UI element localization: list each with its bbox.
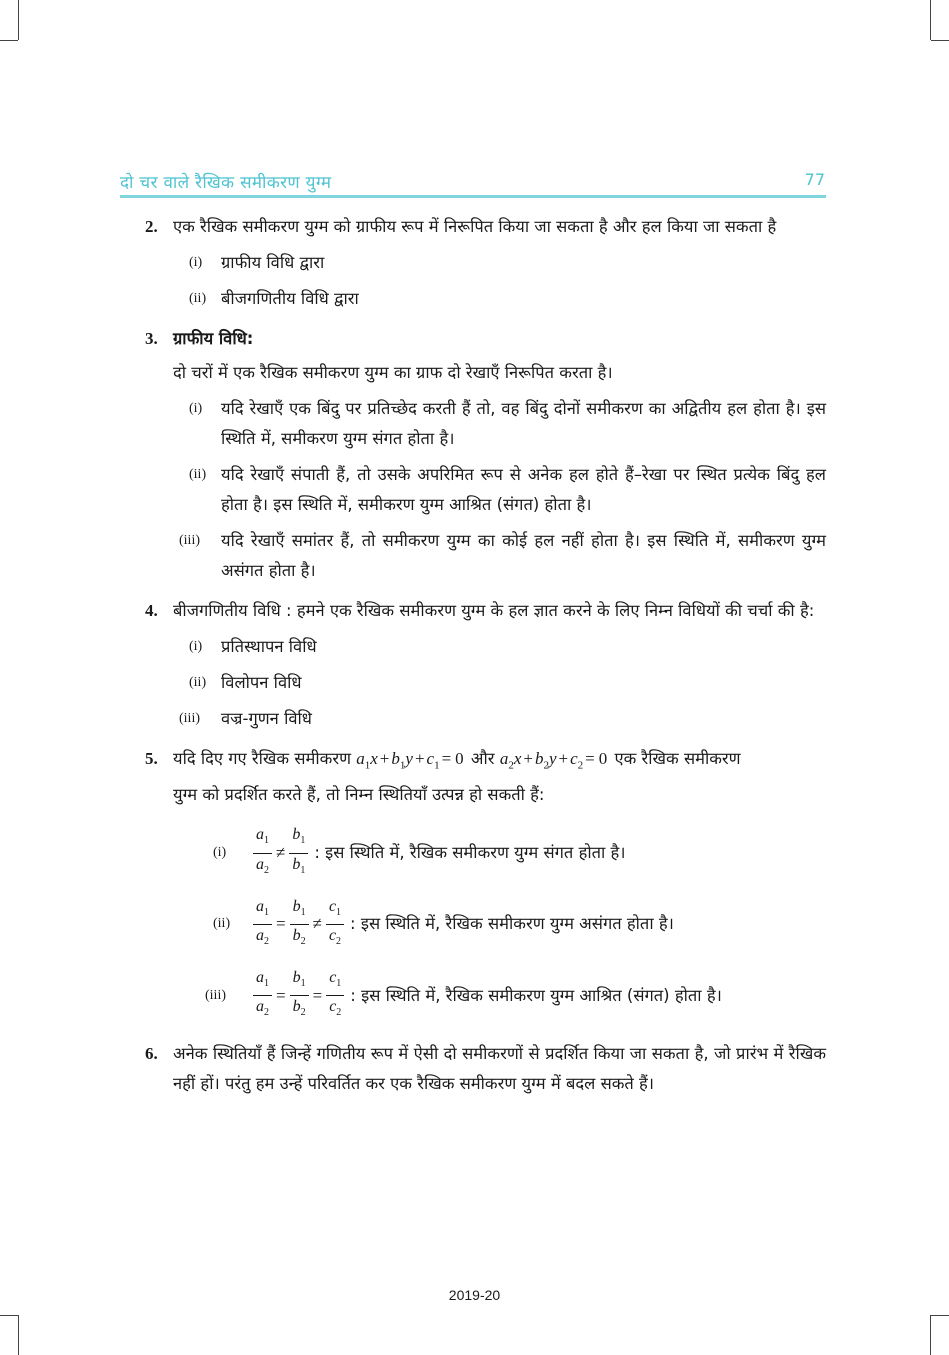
running-header-title: दो चर वाले रैखिक समीकरण युग्म [120, 173, 332, 193]
item-text: अनेक स्थितियाँ हैं जिन्हें गणितीय रूप में ऐसी दो समीकरणों से प्रदर्शित किया जा सकता है, जो प्रारंभ में रैखिक नहीं हों। परंतु हम उन्हें परिवर्तित कर एक रैखिक समीकरण युग्म में बदल सकते हैं। [173, 1043, 826, 1093]
equal-sign: = [312, 985, 323, 1005]
list-item-6 [145, 1039, 826, 1099]
fraction-a1-a2: $\frac{a_1}{a_2}$ [253, 824, 272, 881]
fraction-c1-c2: $\frac{c_1}{c_2}$ [326, 967, 344, 1024]
crop-mark [0, 1315, 18, 1316]
equal-sign: = [276, 914, 286, 934]
item-intro: दो चरों में एक रैखिक समीकरण युग्म का ग्राफ दो रेखाएँ निरूपित करता है। [173, 363, 613, 382]
fraction-a1-a2: $\frac{a_1}{a_2}$ [253, 896, 272, 953]
page-content [145, 212, 826, 1109]
sub-item-label: (i) [189, 639, 203, 654]
condition-text: : इस स्थिति में, रैखिक समीकरण युग्म असंगत होता है। [350, 914, 674, 934]
fraction-c1-c2: $\frac{c_1}{c_2}$ [326, 896, 344, 953]
sub-item-label: (ii) [189, 291, 207, 306]
crop-mark [18, 0, 19, 40]
list-item-4 [145, 596, 826, 734]
item-title: ग्राफीय विधि: [173, 329, 254, 348]
sub-item [173, 284, 826, 314]
header-rule [120, 195, 826, 198]
sub-item-label: (i) [189, 255, 203, 270]
crop-mark [931, 1315, 949, 1316]
sub-item [173, 248, 826, 278]
item-number: 2. [145, 217, 158, 236]
sub-item-text: ग्राफीय विधि द्वारा [221, 253, 325, 272]
condition-label: (ii) [213, 916, 231, 932]
condition-text: : इस स्थिति में, रैखिक समीकरण युग्म आश्रित (संगत) होता है। [350, 985, 722, 1005]
sub-item-text: वज्र-गुणन विधि [221, 709, 312, 728]
crop-mark [930, 0, 931, 40]
list-item-3 [145, 324, 826, 586]
item-text-and: और [470, 749, 495, 768]
sub-item-label: (iii) [179, 711, 200, 726]
equal-sign: = [276, 985, 286, 1005]
item-text [173, 744, 826, 780]
condition [173, 896, 826, 953]
crop-mark [930, 1315, 931, 1355]
fraction-b1-b2: $\frac{b_1}{b_2}$ [290, 896, 309, 953]
item-text: एक रैखिक समीकरण युग्म को ग्राफीय रूप में निरूपित किया जा सकता है और हल किया जा सकता है [173, 217, 777, 236]
sub-item [173, 668, 826, 698]
sub-item-text: विलोपन विधि [221, 673, 302, 692]
sub-item [173, 632, 826, 662]
equation-2: $a_2x + b_2y + c_2 = 0$ [499, 749, 608, 772]
fraction-b1-b1: $\frac{b_1}{b_1}$ [289, 824, 308, 881]
sub-item [173, 526, 826, 586]
sub-item-text: प्रतिस्थापन विधि [221, 637, 317, 656]
item-text-line2: युग्म को प्रदर्शित करते हैं, तो निम्न स्थितियाँ उत्पन्न हो सकती हैं: [173, 785, 545, 805]
sub-item-label: (ii) [189, 675, 207, 690]
crop-mark [0, 40, 18, 41]
item-text: बीजगणितीय विधि : हमने एक रैखिक समीकरण युग्म के हल ज्ञात करने के लिए निम्न विधियों की चर्चा की है: [173, 601, 815, 620]
sub-item-text: यदि रेखाएँ संपाती हैं, तो उसके अपरिमित रूप से अनेक हल होते हैं–रेखा पर स्थित प्रत्येक बिंदु हल होता है। इस स्थिति में, समीकरण युग्म आश्रित (संगत) होता है। [221, 465, 826, 514]
not-equal-sign: ≠ [276, 843, 286, 863]
fraction-a1-a2: $\frac{a_1}{a_2}$ [253, 967, 272, 1024]
sub-item-text: बीजगणितीय विधि द्वारा [221, 289, 359, 308]
item-number: 5. [145, 749, 158, 768]
item-number: 3. [145, 329, 158, 348]
page-number: 77 [804, 170, 825, 189]
sub-item-text: यदि रेखाएँ एक बिंदु पर प्रतिच्छेद करती हैं तो, वह बिंदु दोनों समीकरण का अद्वितीय हल होता है। इस स्थिति में, समीकरण युग्म संगत होता है। [221, 399, 826, 448]
equation-1: $a_1x + b_1y + c_1 = 0$ [356, 749, 464, 772]
item-text-post: एक रैखिक समीकरण [614, 749, 741, 768]
sub-item-label: (i) [189, 401, 203, 416]
item-number: 4. [145, 601, 158, 620]
sub-item [173, 704, 826, 734]
condition-text: : इस स्थिति में, रैखिक समीकरण युग्म संगत होता है। [314, 843, 626, 863]
list-item-2 [145, 212, 826, 314]
item-number: 6. [145, 1043, 158, 1063]
condition [173, 967, 826, 1024]
not-equal-sign: ≠ [312, 914, 322, 934]
crop-mark [18, 1315, 19, 1355]
condition-label: (iii) [205, 987, 226, 1003]
item-text-pre: यदि दिए गए रैखिक समीकरण [173, 749, 351, 768]
sub-item [173, 460, 826, 520]
footer-year: 2019-20 [448, 1287, 501, 1303]
crop-mark [931, 40, 949, 41]
sub-item-label: (iii) [179, 533, 200, 548]
sub-item-label: (ii) [189, 467, 207, 482]
condition [173, 824, 826, 881]
condition-label: (i) [213, 845, 227, 861]
fraction-b1-b2: $\frac{b_1}{b_2}$ [290, 967, 309, 1024]
list-item-5 [145, 744, 826, 1025]
sub-item-text: यदि रेखाएँ समांतर हैं, तो समीकरण युग्म का कोई हल नहीं होता है। इस स्थिति में, समीकरण युग्म असंगत होता है। [221, 531, 826, 580]
sub-item [173, 394, 826, 454]
